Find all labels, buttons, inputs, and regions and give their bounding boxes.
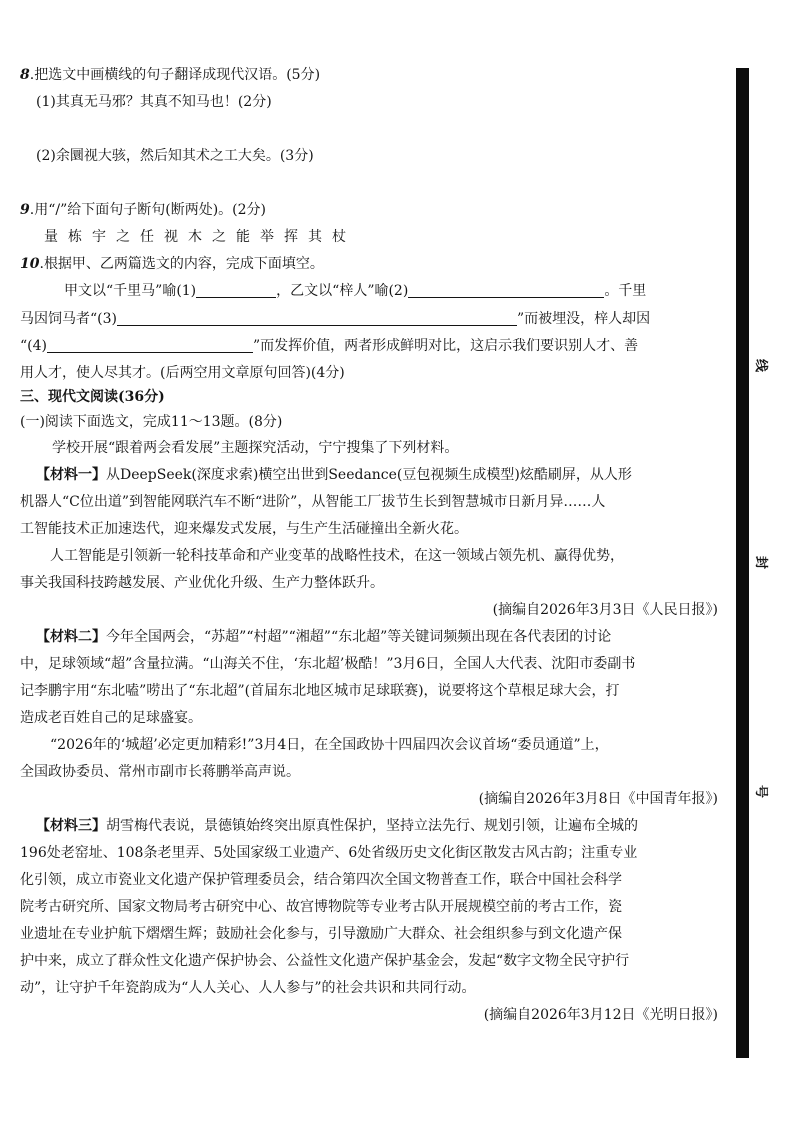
- q10-line1: 甲文以“千里马”喻(1) ，乙文以“梓人”喻(2) 。千里: [64, 283, 647, 299]
- blank-3[interactable]: [117, 311, 517, 326]
- material-1-line4: 人工智能是引领新一轮科技革命和产业变革的战略性技术，在这一领域占领先机、赢得优势，: [50, 548, 624, 564]
- material-3-line2: 196处老窑址、108条老里弄、5处国家级工业遗产、6处省级历史文化街区散发古风古韵；注重专业: [20, 845, 638, 861]
- material-1-line2: 机器人“C位出道”到智能网联汽车不断“进阶”，从智能工厂拔节生长到智慧城市日新月异……人: [20, 494, 606, 510]
- material-3-source: (摘编自2026年3月12日《光明日报》): [483, 1007, 718, 1023]
- material-2-line3: 记李鹏宇用“东北嗑”唠出了“东北超”(首届东北地区城市足球联赛)，说要将这个草根足球大会，打: [20, 683, 620, 699]
- q9-stem: 9.用“/”给下面句子断句(断两处)。(2分): [20, 202, 266, 218]
- q8-sub1: (1)其真无马邪？其真不知马也！(2分): [36, 94, 272, 110]
- material-2-source: (摘编自2026年3月8日《中国青年报》): [478, 791, 718, 807]
- q10-line3: “(4) ”而发挥价值，两者形成鲜明对比，这启示我们要识别人才、善: [20, 338, 639, 354]
- material-3-line7: 动”，让守护千年瓷韵成为“人人关心、人人参与”的社会共识和共同行动。: [20, 980, 476, 996]
- material-3-line1: 【材料三】胡雪梅代表说，景德镇始终突出原真性保护，坚持立法先行、规划引领，让遍布全城的: [36, 818, 638, 834]
- material-3-line5: 业遗址在专业护航下熠熠生辉；鼓励社会化参与，引导激励广大群众、社会组织参与到文化遗产保: [20, 926, 622, 942]
- margin-char-number: 号: [753, 784, 769, 799]
- q8-sub2: (2)余圜视大骇，然后知其术之工大矣。(3分): [36, 148, 314, 164]
- section-title: 三、现代文阅读(36分): [20, 389, 165, 405]
- blank-2[interactable]: [408, 283, 604, 298]
- margin-char-seal: 封: [753, 555, 769, 570]
- material-2-line4: 造成老百姓自己的足球盛宴。: [20, 710, 202, 726]
- material-2-line5: “2026年的‘城超’必定更加精彩!”3月4日，在全国政协十四届四次会议首场“委员通道”上，: [50, 737, 609, 753]
- material-2-line6: 全国政协委员、常州市副市长蒋鹏举高声说。: [20, 764, 300, 780]
- material-3-line3: 化引领，成立市瓷业文化遗产保护管理委员会，结合第四次全国文物普查工作，联合中国社会科学: [20, 872, 622, 888]
- binding-strip: [736, 68, 749, 1058]
- margin-char-line: 线: [753, 358, 769, 373]
- q10-line2: 马因饲马者“(3) ”而被埋没，梓人却因: [20, 311, 651, 327]
- blank-4[interactable]: [47, 338, 253, 353]
- q9-sentence: 量栋宇之任视木之能举挥其杖: [44, 229, 356, 245]
- material-3-line4: 院考古研究所、国家文物局考古研究中心、故宫博物院等专业考古队开展规模空前的考古工作，瓷: [20, 899, 622, 915]
- q10-stem: 10.根据甲、乙两篇选文的内容，完成下面填空。: [20, 256, 324, 272]
- material-1-source: (摘编自2026年3月3日《人民日报》): [492, 602, 718, 618]
- q10-line4: 用人才，使人尽其才。(后两空用文章原句回答)(4分): [20, 365, 345, 381]
- part-1-title: (一)阅读下面选文，完成11～13题。(8分): [20, 414, 283, 430]
- material-2-line2: 中，足球领域“超”含量拉满。“山海关不住，‘东北超’极酷！”3月6日，全国人大代表、沈阳市委副书: [20, 656, 636, 672]
- material-1-line3: 工智能技术正加速迭代，迎来爆发式发展，与生产生活碰撞出全新火花。: [20, 521, 468, 537]
- material-1-line1: 【材料一】从DeepSeek(深度求索)横空出世到Seedance(豆包视频生成模型)炫酷刷屏，从人形: [36, 467, 632, 483]
- material-2-line1: 【材料二】今年全国两会，“苏超”“村超”“湘超”“东北超”等关键词频频出现在各代表团的讨论: [36, 629, 612, 645]
- material-3-line6: 护中来，成立了群众性文化遗产保护协会、公益性文化遗产保护基金会，发起“数字文物全民守护行: [20, 953, 630, 969]
- material-1-line5: 事关我国科技跨越发展、产业优化升级、生产力整体跃升。: [20, 575, 384, 591]
- intro-text: 学校开展“跟着两会看发展”主题探究活动，宁宁搜集了下列材料。: [52, 440, 459, 456]
- q8-stem: 8.把选文中画横线的句子翻译成现代汉语。(5分): [20, 67, 321, 83]
- blank-1[interactable]: [196, 283, 276, 298]
